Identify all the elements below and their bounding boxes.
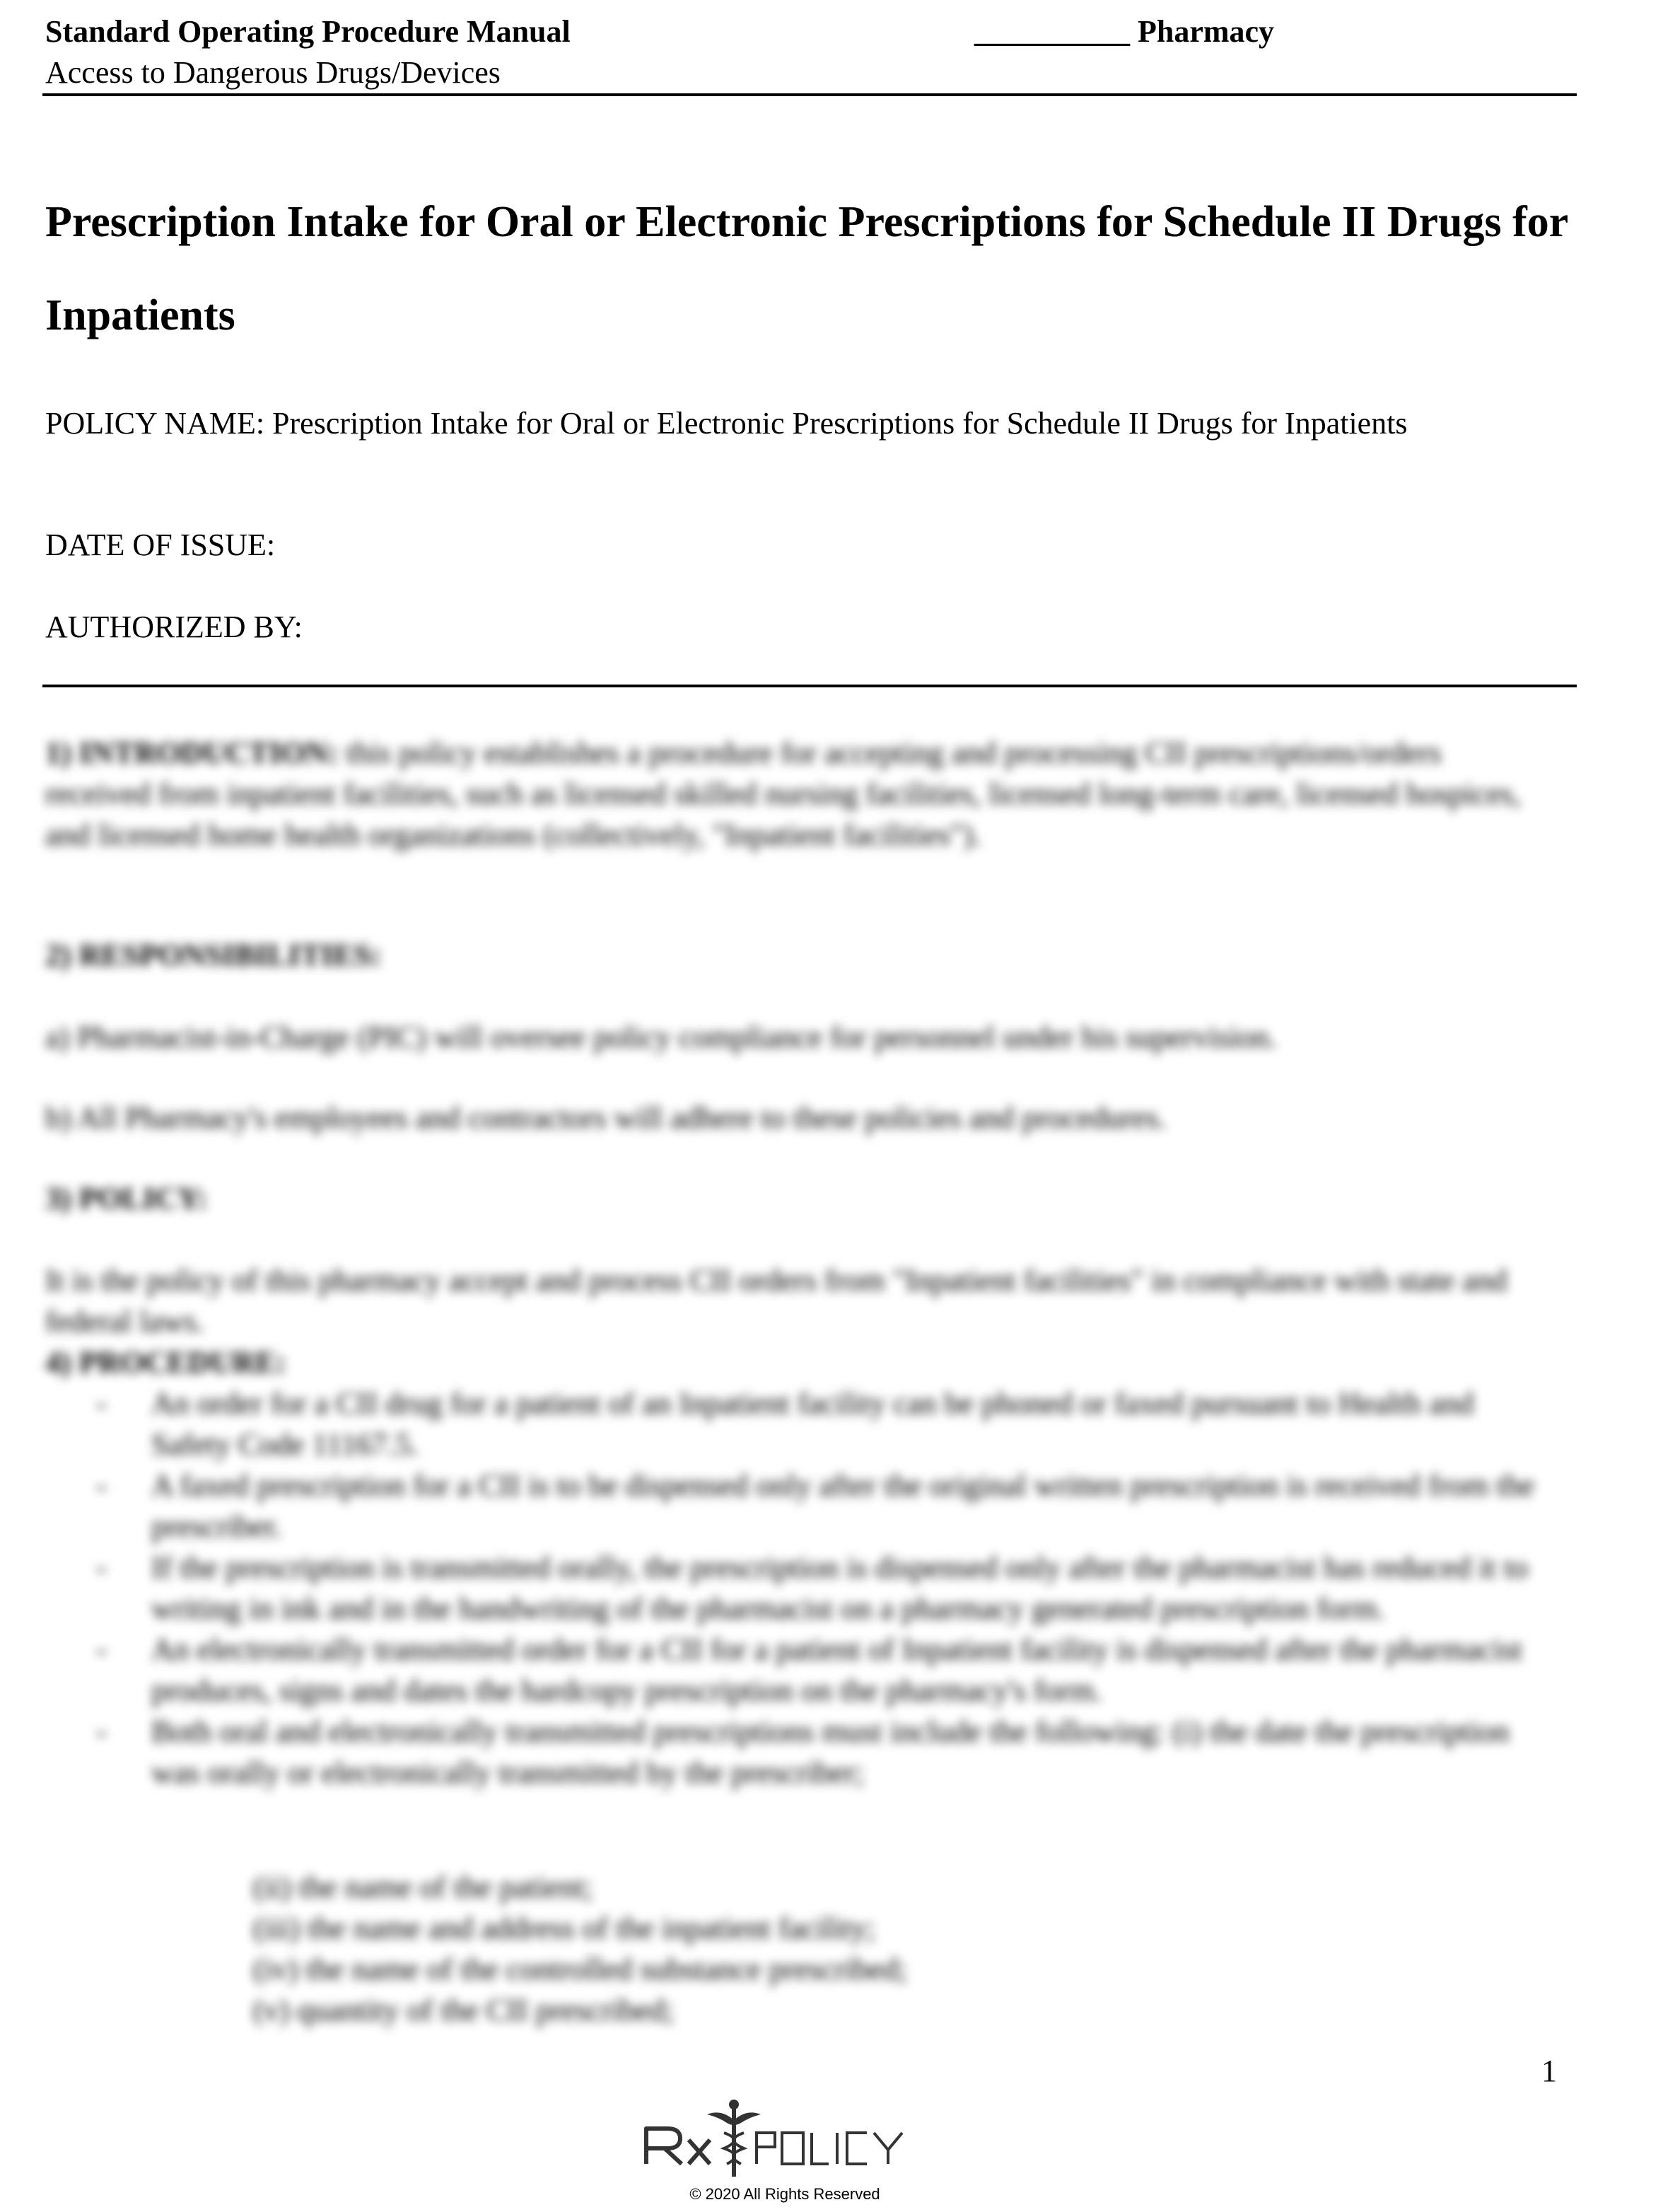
logo-text bbox=[933, 2093, 934, 2094]
section-rule bbox=[42, 685, 1577, 687]
date-of-issue: DATE OF ISSUE: bbox=[45, 528, 276, 562]
caduceus-logo-icon bbox=[636, 2093, 933, 2185]
responsibility-a: a) Pharmacist-in-Charge (PIC) will oversee policy compliance for personnel under his supervision. bbox=[45, 1020, 1277, 1054]
policy-text: It is the policy of this pharmacy accept and process CII orders from "Inpatient facilities" in compliance with state and federal laws. bbox=[45, 1263, 1507, 1339]
procedure-section bbox=[45, 1342, 1558, 1793]
policy-heading: 3) POLICY: bbox=[45, 1181, 208, 1216]
procedure-heading: 4) PROCEDURE: bbox=[45, 1345, 286, 1380]
section-title: Access to Dangerous Drugs/Devices bbox=[45, 55, 501, 90]
list-item: - A faxed prescription for a CII is to be dispensed only after the original written prescription is received from the prescriber. bbox=[96, 1468, 1535, 1544]
header-rule bbox=[42, 93, 1577, 96]
introduction-section bbox=[45, 733, 1537, 856]
authorized-by: AUTHORIZED BY: bbox=[45, 610, 303, 644]
list-item: - An electronically transmitted order for a CII for a patient of Inpatient facility is dispensed after the pharmacist produces, signs and dates the hardcopy prescription on the pharmacy's form. bbox=[96, 1632, 1522, 1708]
sub-item: (ii) the name of the patient; bbox=[253, 1870, 593, 1904]
sub-item: (v) quantity of the CII prescribed; bbox=[253, 1993, 675, 2027]
running-header bbox=[45, 11, 571, 93]
procedure-sub-items bbox=[253, 1867, 1526, 2031]
procedure-list bbox=[45, 1383, 1558, 1793]
responsibilities-heading: 2) RESPONSIBILITIES: bbox=[45, 938, 382, 972]
rxpolicy-logo bbox=[636, 2093, 933, 2199]
responsibility-b: b) All Pharmacy's employees and contractors will adhere to these policies and procedures. bbox=[45, 1100, 1167, 1135]
manual-title: Standard Operating Procedure Manual bbox=[45, 14, 571, 49]
sub-item: (iii) the name and address of the inpatient facility; bbox=[253, 1911, 875, 1945]
pharmacy-label: __________ Pharmacy bbox=[974, 14, 1275, 49]
policy-name: POLICY NAME: Prescription Intake for Oral or Electronic Prescriptions for Schedule II Drugs for Inpatients bbox=[45, 406, 1408, 441]
list-item: - Both oral and electronically transmitted prescriptions must include the following: (i) the date the prescription was orally or electronically transmitted by the prescriber; bbox=[96, 1714, 1510, 1790]
sub-item: (iv) the name of the controlled substance prescribed; bbox=[253, 1952, 907, 1986]
list-item: - If the prescription is transmitted orally, the prescription is dispensed only after the pharmacist has reduced it to writing in ink and in the handwriting of the pharmacist on a pharmacy generated prescription form. bbox=[96, 1550, 1529, 1626]
list-item: - An order for a CII drug for a patient of an Inpatient facility can be phoned or faxed pursuant to Health and Safety Code 11167.5. bbox=[96, 1386, 1474, 1462]
copyright: © 2020 All Rights Reserved bbox=[689, 2185, 880, 2203]
page-title: Prescription Intake for Oral or Electronic Prescriptions for Schedule II Drugs for Inpatients bbox=[45, 198, 1568, 339]
intro-heading: 1) INTRODUCTION: bbox=[45, 735, 339, 770]
intro-text: this policy establishes a procedure for accepting and processing CII prescriptions/orders received from inpatient facilities, such as licensed skilled nursing facilities, licensed long-term care, licensed hospices, and licensed home health organizations (collectively, "Inpatient facilities"). bbox=[45, 735, 1521, 852]
page-number: 1 bbox=[1541, 2054, 1557, 2088]
